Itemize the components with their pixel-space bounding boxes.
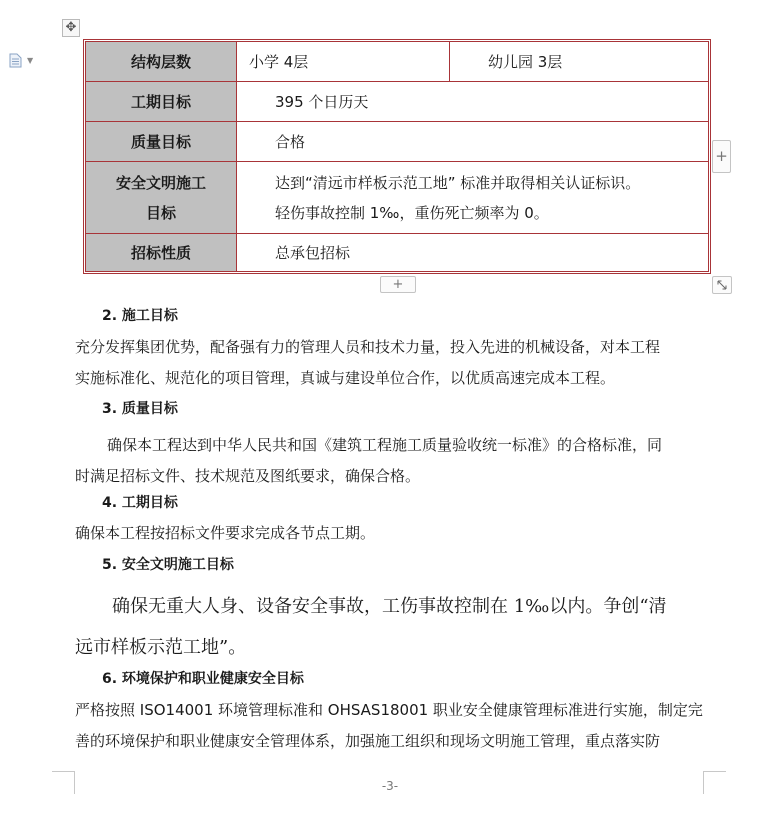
paragraph-line: 远市样板示范工地”。 (75, 637, 247, 658)
section-heading: 5. 安全文明施工目标 (102, 557, 234, 573)
paragraph-line: 严格按照 ISO14001 环境管理标准和 OHSAS18001 职业安全健康管理标准进行实施，制定完 (75, 701, 703, 719)
table-label-cell (86, 162, 237, 234)
resize-icon (713, 277, 731, 293)
project-info-table (83, 39, 711, 274)
table-label-cell: 质量目标 (86, 122, 237, 162)
paragraph-line: 确保本工程按招标文件要求完成各节点工期。 (75, 524, 376, 542)
table-label-line: 目标 (145, 203, 176, 222)
section-heading: 2. 施工目标 (102, 308, 178, 324)
add-column-button[interactable]: + (712, 140, 731, 173)
move-icon: ✥ (65, 20, 77, 35)
table-value-cell: 总承包招标 (237, 234, 709, 272)
table-resize-handle[interactable] (712, 276, 732, 294)
table-label-cell: 结构层数 (86, 42, 237, 82)
table-move-handle[interactable] (62, 19, 80, 37)
table-value-cell (237, 162, 709, 234)
table-row (86, 82, 709, 122)
table-row (86, 162, 709, 234)
paragraph-line: 实施标准化、规范化的项目管理，真诚与建设单位合作，以优质高速完成本工程。 (75, 369, 616, 387)
table-row (86, 122, 709, 162)
section-heading: 6. 环境保护和职业健康安全目标 (102, 671, 304, 687)
paragraph-line: 善的环境保护和职业健康安全管理体系，加强施工组织和现场文明施工管理，重点落实防 (75, 732, 661, 750)
section-heading: 3. 质量目标 (102, 401, 178, 417)
document-icon[interactable] (9, 53, 22, 68)
paragraph-line: 确保无重大人身、设备安全事故，工伤事故控制在 1‰以内。争创“清 (112, 596, 667, 617)
table-value-cell: 幼儿园 3层 (450, 42, 709, 82)
paragraph-line: 充分发挥集团优势，配备强有力的管理人员和技术力量，投入先进的机械设备，对本工程 (75, 338, 661, 356)
table-row (86, 42, 709, 82)
table-value-cell: 小学 4层 (237, 42, 450, 82)
table-label-cell: 招标性质 (86, 234, 237, 272)
paragraph-line: 时满足招标文件、技术规范及图纸要求，确保合格。 (75, 467, 421, 485)
paragraph-line: 确保本工程达到中华人民共和国《建筑工程施工质量验收统一标准》的合格标准，同 (107, 436, 663, 454)
table-label-line: 安全文明施工 (115, 173, 206, 192)
section-heading: 4. 工期目标 (102, 495, 178, 511)
page-number: -3- (381, 779, 399, 793)
add-row-button[interactable]: + (380, 276, 416, 293)
table-label-cell: 工期目标 (86, 82, 237, 122)
table-value-line: 轻伤事故控制 1‰，重伤死亡频率为 0。 (275, 203, 549, 222)
table-value-cell: 395 个日历天 (237, 82, 709, 122)
table-value-cell: 合格 (237, 122, 709, 162)
table-row (86, 234, 709, 272)
table-value-line: 达到“清远市样板示范工地” 标准并取得相关认证标识。 (275, 173, 641, 192)
chevron-down-icon[interactable]: ▼ (27, 56, 34, 65)
page-corner-mark (52, 771, 75, 794)
page-corner-mark (703, 771, 726, 794)
